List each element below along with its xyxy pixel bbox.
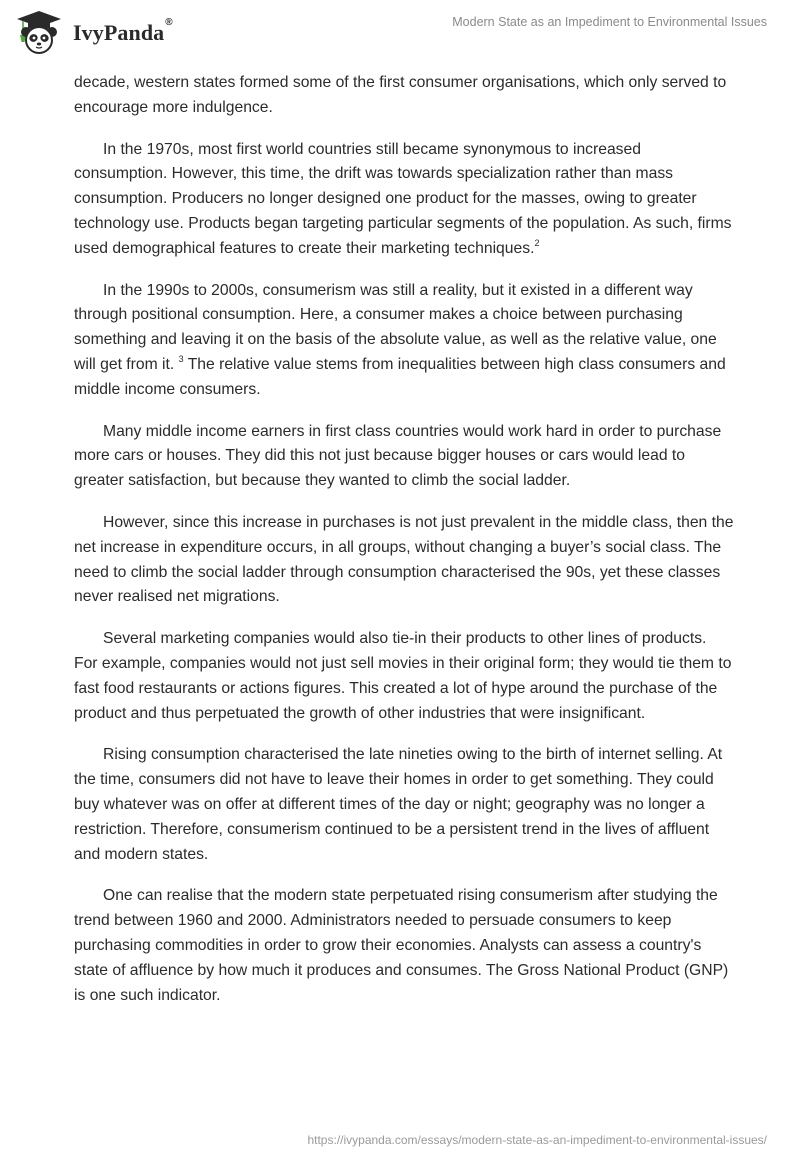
body-paragraph — [74, 884, 734, 1008]
registered-mark: ® — [165, 17, 173, 28]
footnote-reference[interactable]: 2 — [534, 237, 540, 248]
paragraph-text: In the 1990s to 2000s, consumerism was still a reality, but it existed in a different way through positional consumption. Here, a consumer makes a choice between purchasing something and leaving it on the basis of the absolute value, as well as the relative value, one will get from it. — [74, 281, 717, 373]
panda-graduate-logo-icon — [14, 9, 64, 55]
essay-body — [74, 71, 734, 1025]
ivypanda-logo[interactable] — [14, 9, 173, 55]
body-paragraph — [74, 279, 734, 403]
body-paragraph — [74, 71, 734, 121]
document-title: Modern State as an Impediment to Environmental Issues — [452, 15, 767, 29]
paragraph-text: However, since this increase in purchases is not just prevalent in the middle class, then the net increase in expenditure occurs, in all groups, without changing a buyer’s social class. The need to climb the social ladder through consumption characterised the 90s, yet these classes never realised net migrations. — [74, 513, 734, 606]
paragraph-text: decade, western states formed some of the first consumer organisations, which only served to encourage more indulgence. — [74, 74, 727, 116]
paragraph-text: Rising consumption characterised the late nineties owing to the birth of internet selling. At the time, consumers did not have to leave their homes in order to get something. They could buy whatever was on offer at different times of the day or night; geography was no longer a restriction. Therefore, consumerism continued to be a persistent trend in the lives of affluent and modern states. — [74, 746, 723, 863]
body-paragraph — [74, 420, 734, 494]
body-paragraph — [74, 511, 734, 610]
body-paragraph — [74, 138, 734, 262]
footnote-reference[interactable]: 3 — [178, 353, 184, 364]
paragraph-text: One can realise that the modern state perpetuated rising consumerism after studying the trend between 1960 and 2000. Administrators needed to persuade consumers to keep purchasing commodities in order to grow their economies. Analysts can assess a country's state of affluence by how much it produces and consumes. The Gross National Product (GNP) is one such indicator. — [74, 887, 729, 1004]
paragraph-text: Many middle income earners in first class countries would work hard in order to purchase more cars or houses. They did this not just because bigger houses or cars would lead to greater satisfaction, but because they wanted to climb the social ladder. — [74, 422, 722, 490]
body-paragraph — [74, 627, 734, 726]
page-header — [0, 0, 800, 62]
logo-wordmark: IvyPanda® — [73, 17, 173, 45]
source-url[interactable]: https://ivypanda.com/essays/modern-state-as-an-impediment-to-environmental-issues/ — [307, 1133, 767, 1147]
body-paragraph — [74, 743, 734, 867]
paragraph-text: The relative value stems from inequalities between high class consumers and middle income consumers. — [74, 355, 726, 398]
paragraph-text: In the 1970s, most first world countries still became synonymous to increased consumption. However, this time, the drift was towards specialization rather than mass consumption. Producers no longer designed one product for the masses, owing to greater technology use. Products began targeting particular segments of the population. As such, firms used demographical features to create their marketing techniques. — [74, 140, 732, 257]
paragraph-text: Several marketing companies would also tie-in their products to other lines of products. For example, companies would not just sell movies in their original form; they would tie them to fast food restaurants or actions figures. This created a lot of hype around the purchase of the product and thus perpetuated the growth of other industries that were insignificant. — [74, 630, 732, 722]
